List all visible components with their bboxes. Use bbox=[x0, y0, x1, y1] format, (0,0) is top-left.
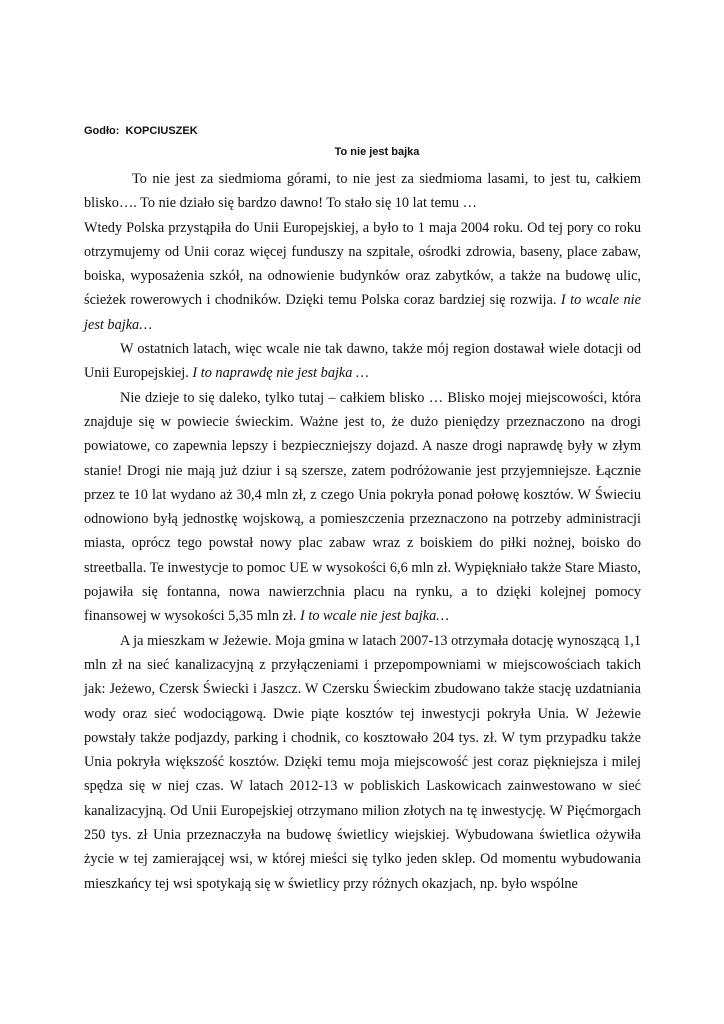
paragraph-3-italic: I to naprawdę nie jest bajka … bbox=[192, 365, 369, 382]
document-title: To nie jest bajka bbox=[334, 146, 420, 158]
motto-line: Godło: KOPCIUSZEK bbox=[84, 125, 198, 137]
paragraph-4-text: Nie dzieje to się daleko, tylko tutaj – całkiem blisko … Blisko mojej miejscowości, która znajduje się w powiecie świeckim. Ważne jest to, że dużo pieniędzy przeznaczono na drogi powiatowe, co zapewnia lepszy i bezpieczniejszy dojazd. A nasze drogi naprawdę były w złym stanie! Drogi nie mają już dziur i są szersze, zatem podróżowanie jest przyjemniejsze. Łącznie przez te 10 lat wydano aż 30,4 mln zł, z czego Unia pokryła ponad połowę kosztów. W Świeciu odnowiono byłą jednostkę wojskową, a pomieszczenia przeznaczono na potrzeby administracji miasta, oprócz tego powstał nowy plac zabaw wraz z boiskiem do piłki nożnej, boisko do streetballa. Te inwestycje to pomoc UE w wysokości 6,6 mln zł. Wypiękniało także Stare Miasto, pojawiła się fontanna, nowa nawierzchnia placu na rynku, a to dzięki kolejnej pomocy finansowej w wysokości 5,35 mln zł. bbox=[84, 389, 641, 625]
paragraph-4 bbox=[84, 386, 641, 629]
document-body bbox=[84, 167, 641, 896]
paragraph-1-text: To nie jest za siedmioma górami, to nie jest za siedmioma lasami, to jest tu, całkiem blisko…. To nie działo się bardzo dawno! To stało się 10 lat temu … bbox=[84, 171, 641, 212]
paragraph-5-text: A ja mieszkam w Jeżewie. Moja gmina w latach 2007-13 otrzymała dotację wynoszącą 1,1 mln zł na sieć kanalizacyjną z przyłączeniami i przepompowniami w miejscowościach takich jak: Jeżewo, Czersk Świecki i Jaszcz. W Czersku Świeckim zbudowano także stację uzdatniania wody oraz sieć wodociągową. Dwie piąte kosztów tej inwestycji pokryła Unia. W Jeżewie powstały także podjazdy, parking i chodnik, co kosztowało 204 tys. zł. W tym przypadku także Unia pokryła większość kosztów. Dzięki temu moja miejscowość jest coraz piękniejsza i milej spędza się w niej czas. W latach 2012-13 w pobliskich Laskowicach zainwestowano w sieć kanalizacyjną. Od Unii Europejskiej otrzymano milion złotych na tę inwestycję. W Pięćmorgach 250 tys. zł Unia przeznaczyła na budowę świetlicy wiejskiej. Wybudowana świetlica ożywiła życie w tej zamierającej wsi, w której mieści się tylko jeden sklep. Od momentu wybudowania mieszkańcy tej wsi spotykają się w świetlicy przy różnych okazjach, np. było wspólne bbox=[84, 632, 641, 892]
paragraph-5 bbox=[84, 629, 641, 896]
paragraph-3-text: W ostatnich latach, więc wcale nie tak dawno, także mój region dostawał wiele dotacji od Unii Europejskiej. bbox=[84, 341, 641, 382]
paragraph-2 bbox=[84, 216, 641, 337]
paragraph-4-italic: I to wcale nie jest bajka… bbox=[300, 608, 449, 625]
paragraph-2-italic: I to wcale nie jest bajka… bbox=[84, 292, 641, 333]
paragraph-1 bbox=[84, 167, 641, 216]
paragraph-3 bbox=[84, 337, 641, 386]
paragraph-2-text: Wtedy Polska przystąpiła do Unii Europejskiej, a było to 1 maja 2004 roku. Od tej pory co roku otrzymujemy od Unii coraz więcej funduszy na szpitale, ośrodki zdrowia, baseny, place zabaw, boiska, wyposażenia szkół, na odnowienie budynków oraz zabytków, a także na budowę ulic, ścieżek rowerowych i chodników. Dzięki temu Polska coraz bardziej się rozwija. bbox=[84, 219, 641, 309]
